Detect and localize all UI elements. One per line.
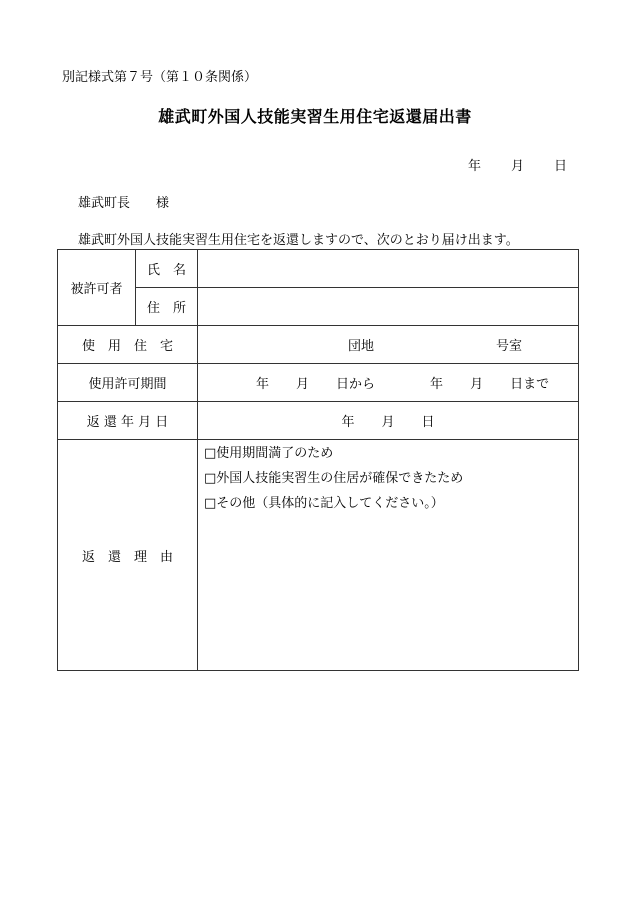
address-field[interactable] <box>198 288 579 326</box>
return-date-field[interactable] <box>198 402 579 440</box>
period-to-day: 日まで <box>510 377 550 392</box>
table-row-period <box>58 364 579 402</box>
period-from-month: 月 <box>296 377 310 392</box>
submission-date <box>468 155 567 174</box>
return-date-month: 月 <box>381 415 395 430</box>
form-number: 別記様式第７号（第１０条関係） <box>62 70 258 85</box>
period-label: 使用許可期間 <box>58 364 198 402</box>
table-row-address <box>58 288 579 326</box>
return-form-table <box>57 249 579 671</box>
table-row-housing <box>58 326 579 364</box>
name-label: 氏 名 <box>136 250 198 288</box>
period-from-year: 年 <box>256 377 270 392</box>
housing-complex-suffix: 団地 <box>348 339 375 354</box>
address-label: 住 所 <box>136 288 198 326</box>
housing-label: 使 用 住 宅 <box>58 326 198 364</box>
table-row-name <box>58 250 579 288</box>
date-day-label: 日 <box>554 159 568 174</box>
name-field[interactable] <box>198 250 579 288</box>
reason-option-housing-secured[interactable]: □外国人技能実習生の住居が確保できたため <box>204 471 464 486</box>
return-date-label: 返 還 年 月 日 <box>58 402 198 440</box>
return-date-day: 日 <box>421 415 435 430</box>
addressee <box>78 192 169 211</box>
reason-options <box>198 440 579 671</box>
period-from-day: 日から <box>336 377 376 392</box>
document-title: 雄武町外国人技能実習生用住宅返還届出書 <box>158 107 472 126</box>
return-date-year: 年 <box>341 415 355 430</box>
addressee-honorific: 様 <box>156 196 170 211</box>
table-row-reason <box>58 440 579 671</box>
reason-label: 返 還 理 由 <box>58 440 198 671</box>
intro-text: 雄武町外国人技能実習生用住宅を返還しますので、次のとおり届け出ます。 <box>78 233 519 248</box>
housing-field[interactable] <box>198 326 579 364</box>
housing-room-suffix: 号室 <box>496 339 523 354</box>
reason-option-period-expired[interactable]: □使用期間満了のため <box>204 446 334 461</box>
table-row-return-date <box>58 402 579 440</box>
period-to-month: 月 <box>470 377 484 392</box>
addressee-name: 雄武町長 <box>78 196 131 211</box>
period-field[interactable] <box>198 364 579 402</box>
reason-option-other[interactable]: □その他（具体的に記入してください。） <box>204 496 444 511</box>
date-year-label: 年 <box>468 159 482 174</box>
date-month-label: 月 <box>511 159 525 174</box>
applicant-label: 被許可者 <box>58 250 136 326</box>
period-to-year: 年 <box>430 377 444 392</box>
